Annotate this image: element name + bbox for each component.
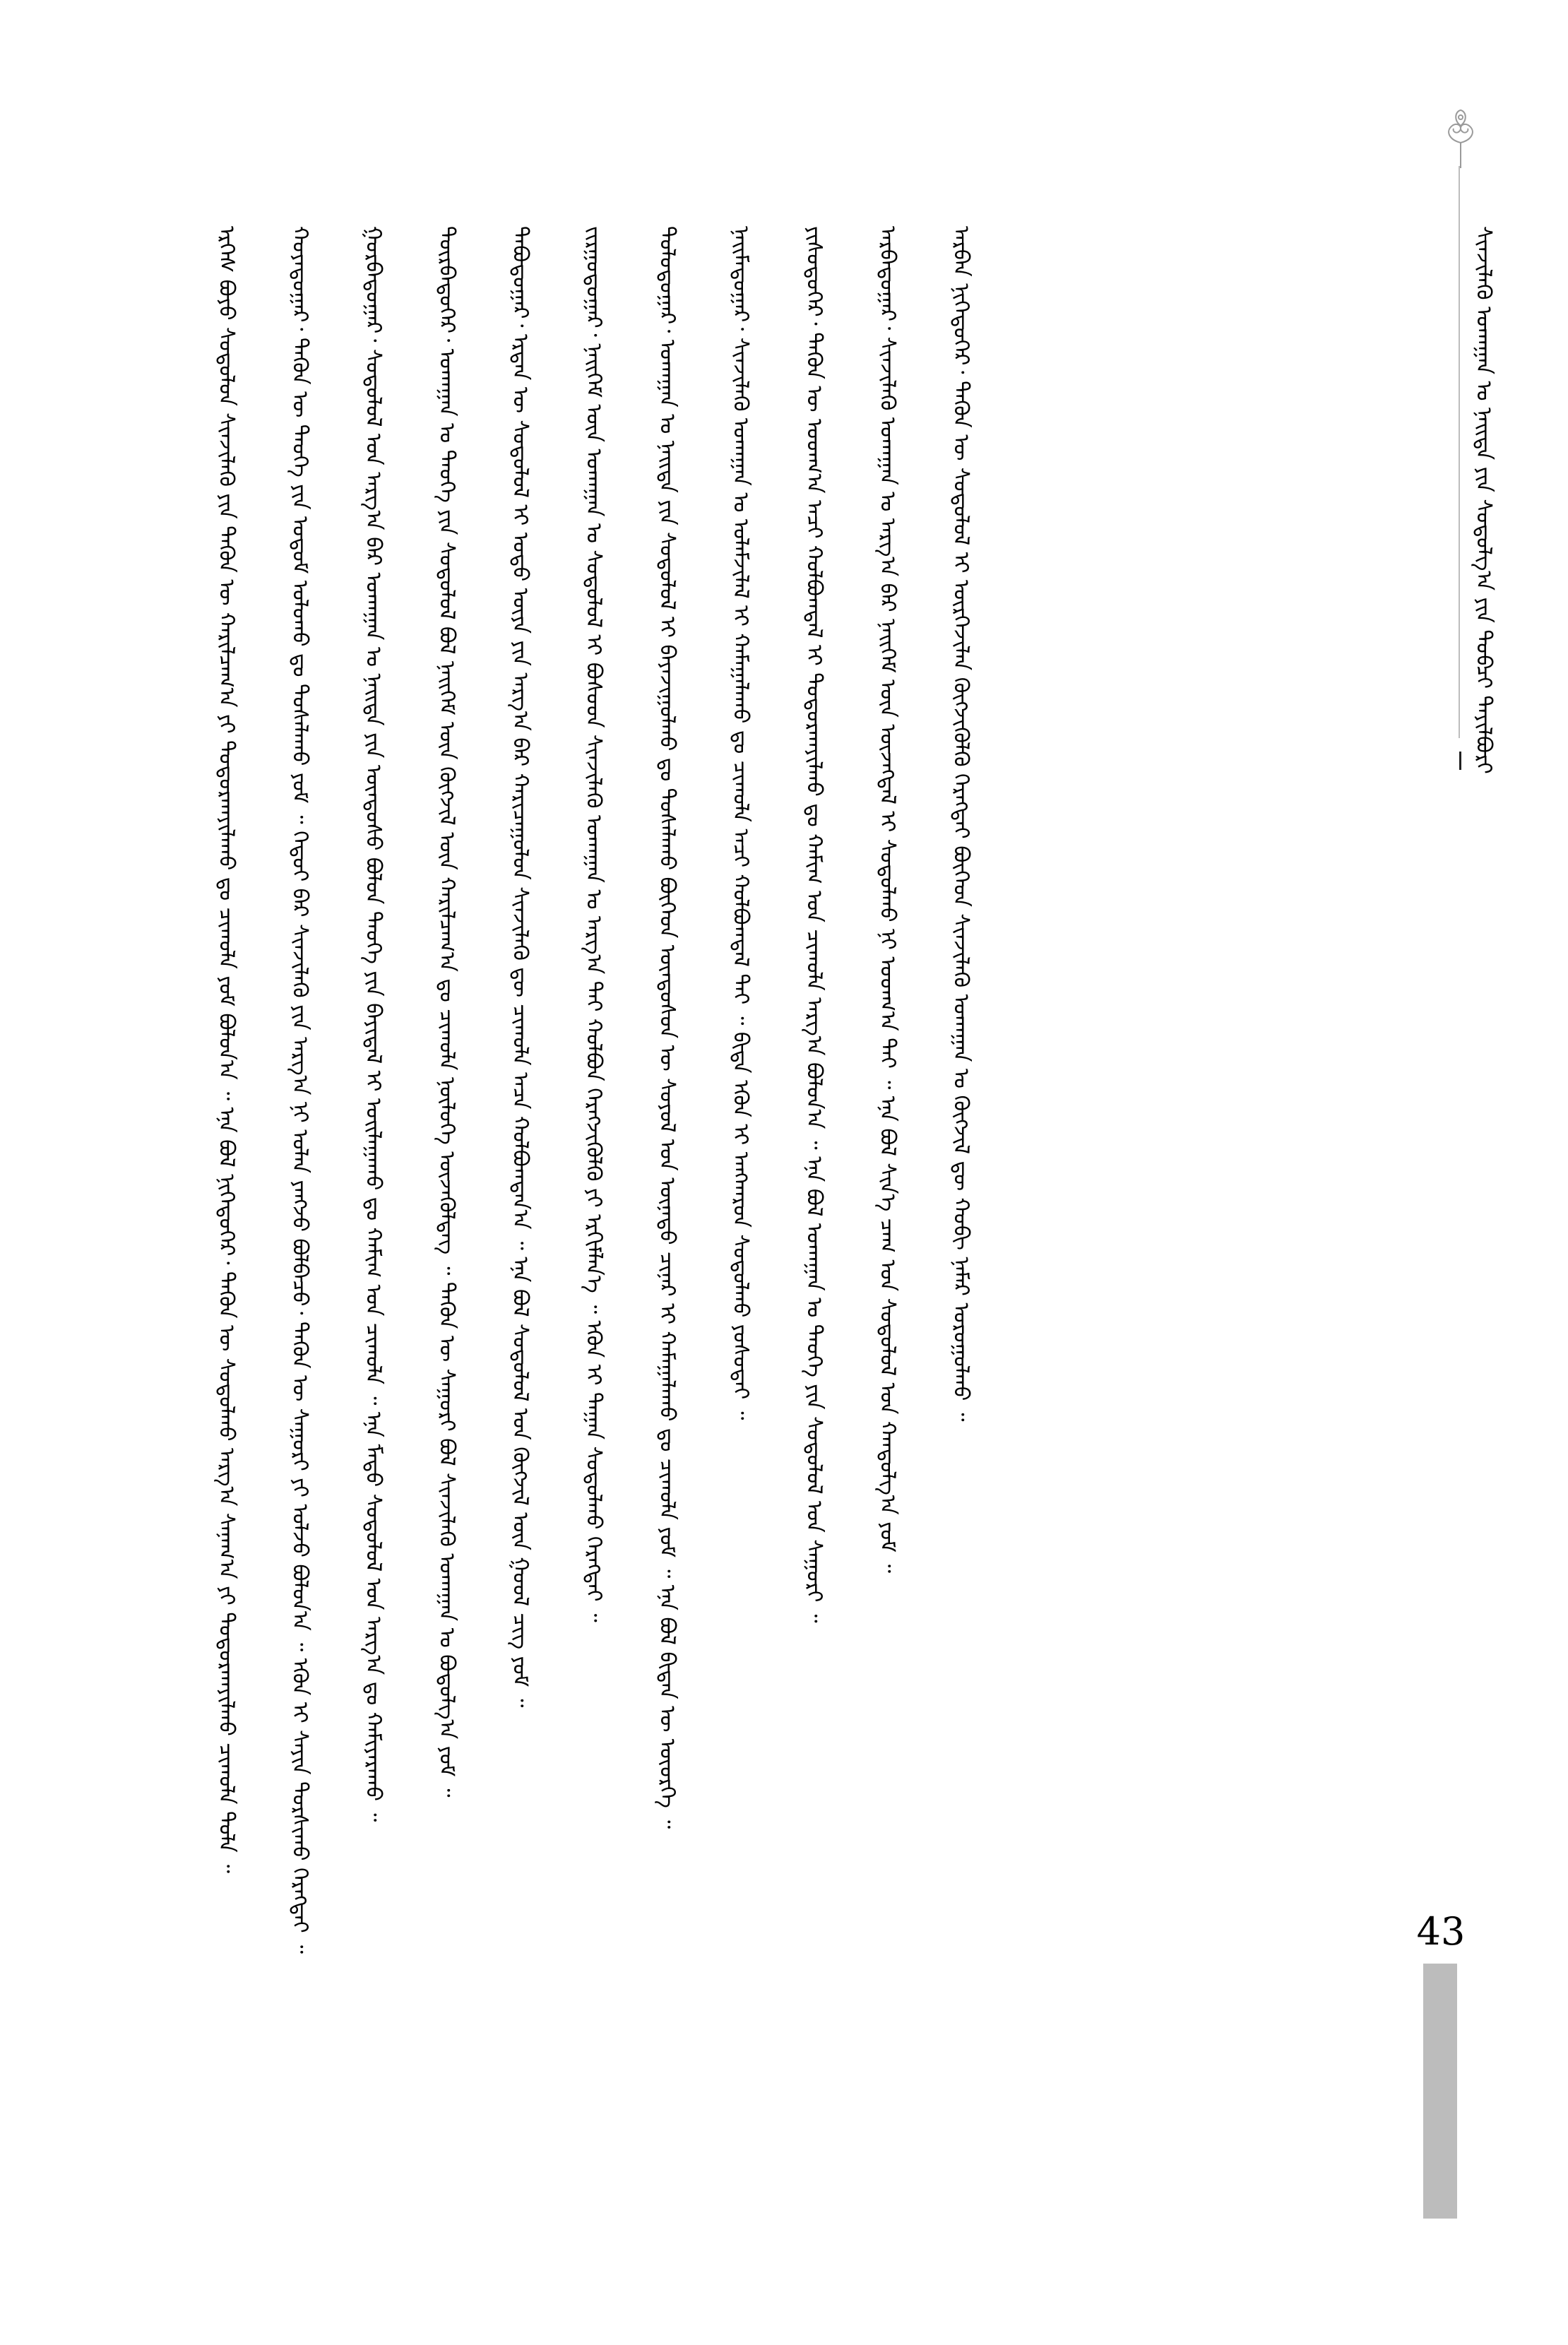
text-column: ᠨᠠᠢᠮᠠᠳᠤᠭᠠᠷ᠂ ᠰᠢᠨᠵᠢᠯᠡᠬᠦ ᠤᠬᠠᠭᠠᠨ ᠤ ᠤᠯᠠᠮᠵᠢᠯᠠᠯ ᠢ ᠬᠠᠮᠠᠭᠠᠯᠠᠬᠤ ᠳᠤ ᠴᠢᠬᠤᠯᠠ ᠠᠴᠢ ᠬᠣᠯᠪᠣᠭᠳᠠᠯ ᠲᠠᠢ ᠃ ᠪᠢᠳᠡ ᠡᠭᠦᠨ ᠢ ᠠᠩᠬᠠᠷᠤᠨ ᠰᠤᠳᠤᠯᠬᠤ ᠶᠤᠰᠤᠲᠠᠢ ᠃ — [728, 226, 753, 1420]
running-header-title: ᠰᠢᠨᠵᠢᠯᠡᠬᠦ ᠤᠬᠠᠭᠠᠨ ᠤ ᠨᠡᠢᠲᠡ ᠶᠢᠨ ᠰᠣᠳᠤᠯᠭ᠎ᠠ ᠶᠢᠨ ᠲᠣᠪᠴᠢ ᠲᠠᠶᠢᠯᠪᠤᠷᠢ — [1471, 226, 1496, 774]
page-number: 43 — [1416, 1909, 1466, 1954]
text-column: ᠡᠷᠬᠡᠰ ᠪᠤᠶᠤ ᠰᠤᠳᠤᠯᠤᠨ ᠰᠢᠨᠵᠢᠯᠡᠬᠦ ᠶᠢᠨ ᠲᠡᠭᠦᠨ ᠦ ᠬᠠᠷᠢᠯᠴᠠᠭ᠎ᠠ ᠶᠢ ᠲᠣᠳᠣᠷᠬᠠᠶᠢᠯᠠᠬᠤ ᠳᠤ ᠴᠢᠬᠤᠯᠠ ᠶᠤᠮ ᠪᠣᠯᠤᠨ᠎ᠠ ᠃ ᠡᠨᠡ ᠪᠣᠯ ᠨᠢᠭᠡᠳᠦᠭᠡᠷ᠂ ᠲᠡᠭᠦᠨ ᠦ ᠰᠤᠳᠤᠯᠬᠤ ᠠᠷᠭ᠎ᠠ ᠰᠠᠨᠠᠭ᠎ᠠ ᠶᠢ ᠲᠣᠳᠣᠷᠬᠠᠶᠢᠯᠬᠤ ᠴᠢᠬᠤᠯᠠ ᠳᠤᠯᠠ ᠃ — [214, 226, 239, 1873]
body-text — [189, 226, 1348, 2027]
text-column: ᠳᠥᠷᠪᠡᠳᠦᠭᠡᠷ᠂ ᠤᠬᠠᠭᠠᠨ ᠤ ᠲᠡᠦᠬᠡ ᠶᠢᠨ ᠰᠤᠳᠤᠯᠤᠯ ᠪᠣᠯ ᠨᠡᠢᠭᠡᠮ ᠦᠨ ᠬᠥᠭᠵᠢᠯ ᠦᠨ ᠬᠠᠷᠢᠯᠴᠠᠭ᠎ᠠ ᠳᠤ ᠴᠢᠬᠤᠯᠠ ᠨᠥᠯᠦᠭᠡ ᠦᠵᠡᠭᠦᠯᠳᠡᠭ ᠃ ᠲᠡᠭᠦᠨ ᠦ ᠰᠠᠭᠤᠷᠢ ᠪᠣᠯ ᠰᠢᠨᠵᠢᠯᠡᠬᠦ ᠤᠬᠠᠭᠠᠨ ᠤ ᠪᠣᠳᠤᠯᠭ᠎ᠠ ᠶᠤᠮ ᠃ — [434, 226, 459, 1798]
header-rule — [1459, 166, 1460, 738]
text-column: ᠶᠢᠰᠦᠳᠦᠭᠡᠷ᠂ ᠲᠡᠭᠦᠨ ᠦ ᠤᠳᠬ᠎ᠠ ᠠᠴᠢ ᠬᠣᠯᠪᠣᠭᠳᠠᠯ ᠢ ᠲᠣᠳᠣᠷᠬᠠᠶᠢᠯᠬᠤ ᠳᠤ ᠬᠠᠮᠢᠭ ᠤᠨ ᠴᠢᠬᠤᠯᠠ ᠠᠷᠭ᠎ᠠ ᠪᠣᠯᠤᠨ᠎ᠠ ᠃ ᠡᠨᠡ ᠪᠣᠯ ᠤᠬᠠᠭᠠᠨ ᠤ ᠲᠡᠦᠬᠡ ᠶᠢᠨ ᠰᠤᠳᠤᠯᠤᠯ ᠤᠨ ᠰᠠᠭᠤᠷᠢ ᠃ — [802, 226, 826, 1623]
header-dash — [1459, 752, 1461, 770]
text-column: ᠳᠣᠯᠣᠳᠤᠭᠠᠷ᠂ ᠤᠬᠠᠭᠠᠨ ᠤ ᠨᠡᠢᠲᠡ ᠶᠢᠨ ᠰᠤᠳᠤᠯᠤᠯ ᠢ ᠪᠠᠶᠠᠵᠢᠭᠤᠯᠬᠤ ᠳᠤ ᠲᠤᠰᠠᠯᠠᠬᠤ ᠪᠥᠭᠡᠳ ᠦᠨᠳᠦᠰᠦᠨ ᠦ ᠰᠣᠶᠣᠯ ᠤᠨ ᠦᠨᠡᠲᠦ ᠴᠢᠨᠠᠷ ᠢ ᠬᠠᠮᠠᠭᠠᠯᠠᠬᠤ ᠳᠤ ᠴᠢᠬᠤᠯᠠ ᠶᠤᠮ ᠃ ᠡᠨᠡ ᠪᠣᠯ ᠪᠢᠳᠡᠨ ᠦ ᠦᠦᠷᠭᠡ ᠃ — [655, 226, 679, 1829]
text-column: ᠵᠢᠷᠭᠤᠳᠤᠭᠠᠷ᠂ ᠨᠡᠢᠭᠡᠮ ᠦᠨ ᠤᠬᠠᠭᠠᠨ ᠤ ᠰᠤᠳᠤᠯᠤᠯ ᠢ ᠪᠤᠰᠤᠳ ᠰᠢᠨᠵᠢᠯᠡᠬᠦ ᠤᠬᠠᠭᠠᠨ ᠤ ᠠᠷᠭ᠎ᠠ ᠲᠠᠶ ᠬᠣᠯᠪᠣᠨ ᠬᠡᠷᠡᠭᠵᠢᠭᠦᠯᠬᠦ ᠶᠢ ᠡᠷᠬᠢᠮᠯᠡᠨ᠎ᠡ ᠃ ᠡᠭᠦᠨ ᠢ ᠳᠠᠭᠠᠨ ᠰᠤᠳᠤᠯᠬᠤ ᠬᠡᠷᠡᠭᠲᠡᠢ ᠃ — [581, 226, 606, 1622]
page-edge-bar — [1423, 1964, 1457, 2219]
text-column: ᠲᠠᠪᠤᠳᠤᠭᠠᠷ᠂ ᠡᠷᠲᠡᠨ ᠦ ᠰᠤᠳᠤᠯᠤᠯ ᠢ ᠣᠳᠣ ᠦᠶᠡ ᠶᠢᠨ ᠠᠷᠭ᠎ᠠ ᠪᠠᠷ ᠬᠠᠷᠢᠴᠠᠭᠤᠯᠤᠨ ᠰᠢᠨᠵᠢᠯᠡᠬᠦ ᠳᠦ ᠴᠢᠬᠤᠯᠠ ᠠᠴᠠ ᠬᠣᠯᠪᠣᠭᠳᠠᠨ᠎ᠠ ᠃ ᠡᠨᠡ ᠪᠣᠯ ᠰᠤᠳᠤᠯᠤᠯ ᠤᠨ ᠬᠥᠭᠵᠢᠯ ᠦᠨ ᠭᠣᠣᠯ ᠴᠢᠭ ᠶᠤᠮ ᠃ — [508, 226, 533, 1708]
text-column: ᠬᠣᠶᠠᠳᠤᠭᠠᠷ᠂ ᠲᠡᠭᠦᠨ ᠦ ᠲᠡᠦᠬᠡ ᠶᠢᠨ ᠤᠳᠤᠮ ᠤᠯᠤᠬᠤ ᠳᠤ ᠲᠤᠰᠠᠯᠠᠬᠤ ᠶᠤᠮ ᠃ ᠬᠡᠳᠦᠢ ᠪᠡᠷ ᠰᠢᠨᠵᠢᠯᠡᠬᠦ ᠶᠢᠨ ᠠᠷᠭ᠎ᠠ ᠨᠢ ᠣᠯᠠᠨ ᠶᠠᠩᠵᠤ ᠪᠣᠯᠪᠠᠴᠤ᠂ ᠲᠡᠭᠦᠨ ᠦ ᠰᠠᠭᠤᠷᠢ ᠶᠢ ᠣᠯᠵᠤ ᠪᠣᠯᠤᠨ᠎ᠠ ᠃ ᠡᠭᠦᠨ ᠢ ᠰᠠᠶᠢᠨ ᠲᠤᠷᠰᠢᠬᠤ ᠬᠡᠷᠡᠭᠲᠡᠢ ᠃ — [287, 226, 312, 1954]
text-column: ᠭᠤᠷᠪᠠᠳᠤᠭᠠᠷ᠂ ᠰᠤᠳᠤᠯᠤᠯ ᠤᠨ ᠠᠷᠭ᠎ᠠ ᠪᠠᠷ ᠤᠬᠠᠭᠠᠨ ᠤ ᠨᠡᠢᠲᠡ ᠶᠢᠨ ᠦᠨᠳᠦᠰᠦ ᠪᠤᠯᠤᠨ ᠲᠡᠦᠬᠡ ᠶᠢᠨ ᠪᠠᠶᠢᠳᠠᠯ ᠢ ᠣᠢᠯᠠᠭᠠᠬᠤ ᠳᠤ ᠬᠠᠮᠢᠭ ᠤᠨ ᠴᠢᠬᠤᠯᠠ ᠃ ᠡᠨᠡ ᠮᠡᠲᠦ ᠰᠤᠳᠤᠯᠤᠯ ᠤᠨ ᠠᠷᠭ᠎ᠠ ᠳᠤ ᠬᠠᠮᠢᠶᠠᠷᠠᠬᠤ ᠃ — [361, 226, 386, 1822]
text-column: ᠠᠷᠪᠠᠨ ᠨᠢᠭᠡᠳᠦᠭᠡᠷ᠂ ᠲᠡᠭᠦᠨ ᠦ ᠰᠤᠳᠤᠯᠤᠯ ᠢ ᠦᠷᠭᠡᠵᠢᠯᠡᠨ ᠬᠥᠭᠵᠢᠭᠦᠯᠬᠦ ᠬᠡᠷᠡᠭᠲᠡᠢ ᠪᠥᠭᠡᠳ ᠰᠢᠨᠵᠢᠯᠡᠬᠦ ᠤᠬᠠᠭᠠᠨ ᠤ ᠬᠥᠭᠵᠢᠯ ᠳᠦ ᠬᠤᠪᠢ ᠨᠡᠮᠡᠷ ᠣᠷᠤᠭᠤᠯᠬᠤ ᠃ — [949, 226, 973, 1422]
text-column: ᠠᠷᠪᠠᠳᠤᠭᠠᠷ᠂ ᠰᠢᠨᠵᠢᠯᠡᠬᠦ ᠤᠬᠠᠭᠠᠨ ᠤ ᠠᠷᠭ᠎ᠠ ᠪᠠᠷ ᠨᠡᠢᠭᠡᠮ ᠦᠨ ᠦᠵᠡᠭᠳᠡᠯ ᠢ ᠰᠤᠳᠤᠯᠬᠤ ᠨᠢ ᠤᠳᠬ᠎ᠠ ᠲᠠᠢ ᠃ ᠡᠨᠡ ᠪᠣᠯ ᠰᠢᠨ᠎ᠡ ᠴᠠᠭ ᠤᠨ ᠰᠤᠳᠤᠯᠤᠯ ᠤᠨ ᠬᠠᠨᠳᠤᠯᠭ᠎ᠠ ᠶᠤᠮ ᠃ — [875, 226, 900, 1573]
ornament-flourish-icon — [1439, 106, 1482, 170]
